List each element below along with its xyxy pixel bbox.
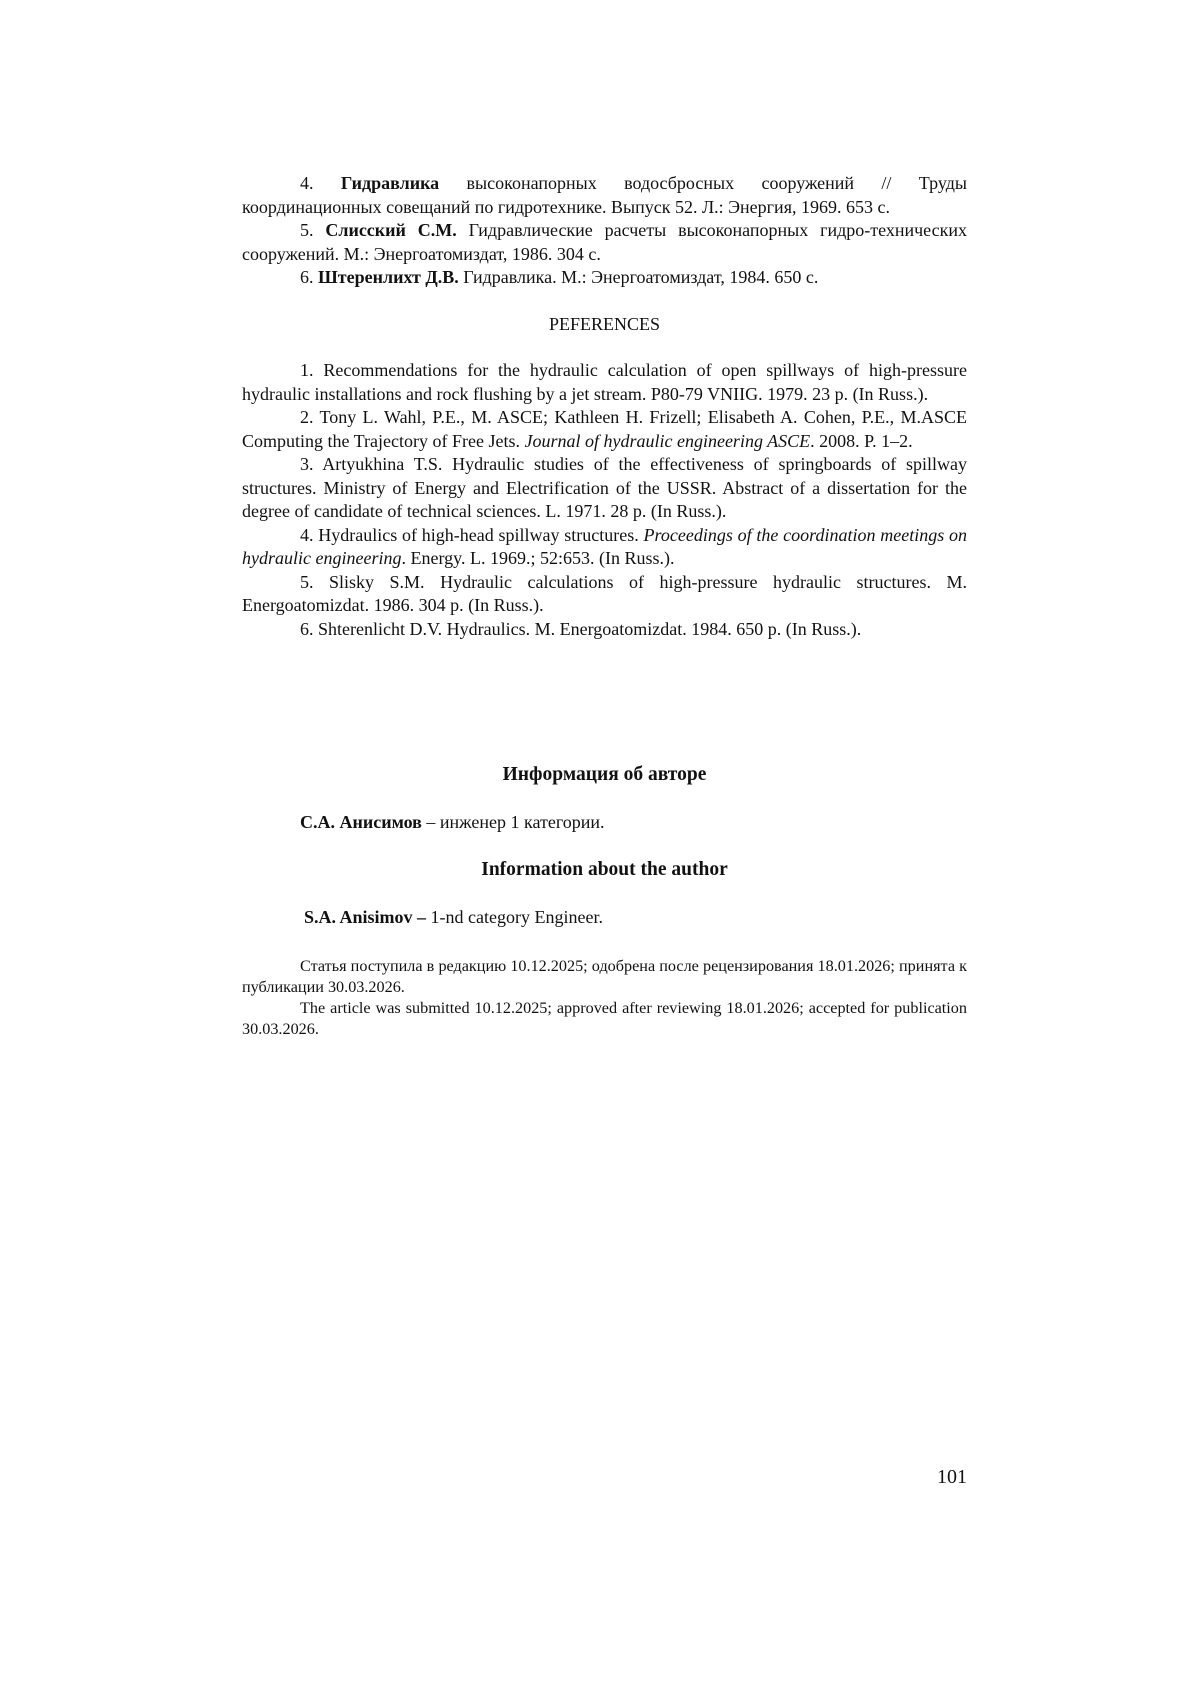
en-ref-3: 3. Artyukhina T.S. Hydraulic studies of the effectiveness of springboards of spillway structures. Ministry of Energy and Electrification of the USSR. Abstract of a dissertation for the degree of candidate of technical sciences. L. 1971. 28 p. (In Russ.). — [242, 454, 967, 521]
submission-ru: Статья поступила в редакцию 10.12.2025; одобрена после рецензирования 18.01.2026; принята к публикации 30.03.2026. — [242, 957, 967, 996]
en-ref-5: 5. Slisky S.M. Hydraulic calculations of high-pressure hydraulic structures. M. Energoatomizdat. 1986. 304 p. (In Russ.). — [242, 571, 967, 615]
ref-text: высоконапорных водосбросных сооружений // Труды координационных совещаний по гидротехнике. Выпуск 52. Л.: Энергия, 1969. 653 с. — [242, 173, 967, 217]
ref-author-bold: Слисский С.М. — [325, 220, 457, 240]
author-en-heading: Information about the author — [481, 859, 728, 880]
submission-info — [242, 956, 967, 1040]
en-ref-2 — [242, 406, 967, 453]
en-ref-1: 1. Recommendations for the hydraulic calculation of open spillways of high-pressure hydraulic installations and rock flushing by a jet stream. P80-79 VNIIG. 1979. 23 p. (In Russ.). — [242, 360, 967, 404]
ref-num: 6. — [300, 267, 314, 287]
ru-ref-5 — [242, 219, 967, 266]
ref-text: Гидравлические расчеты высоконапорных гидро-технических сооружений. М.: Энергоатомиздат, 1986. 304 с. — [242, 220, 967, 264]
author-ru-line — [242, 811, 967, 835]
ru-ref-6 — [242, 266, 967, 290]
ref-text: . Energy. L. 1969.; 52:653. (In Russ.). — [401, 548, 675, 568]
ref-num: 5. — [300, 220, 314, 240]
author-en-heading-block — [242, 859, 967, 881]
en-references — [242, 359, 967, 641]
author-en-name: S.A. Anisimov – — [304, 907, 427, 927]
ref-text: Гидравлика. М.: Энергоатомиздат, 1984. 650 с. — [458, 267, 819, 287]
author-ru-text — [242, 811, 967, 835]
page-number: 101 — [937, 1466, 967, 1488]
author-ru-heading-block — [242, 764, 967, 786]
en-ref-4 — [242, 524, 967, 571]
ref-text: . 2008. P. 1–2. — [810, 430, 913, 451]
ref-num: 4. — [300, 173, 314, 193]
en-ref-6: 6. Shterenlicht D.V. Hydraulics. M. Energoatomizdat. 1984. 650 p. (In Russ.). — [300, 618, 862, 639]
ru-references — [242, 172, 967, 290]
references-heading-block — [242, 313, 967, 337]
ref-journal: Proceedings of the coordination meetings on hydraulic engineering — [242, 524, 967, 568]
author-en-line — [246, 906, 971, 930]
submission-en: The article was submitted 10.12.2025; approved after reviewing 18.01.2026; accepted for publication 30.03.2026. — [242, 999, 967, 1038]
ref-title-bold: Гидравлика — [340, 173, 440, 193]
author-en-desc: 1-nd category Engineer. — [426, 907, 603, 927]
references-heading: PEFERENCES — [548, 314, 661, 334]
author-ru-desc: – инженер 1 категории. — [421, 812, 605, 832]
ref-text: 4. Hydraulics of high-head spillway structures. — [300, 524, 644, 545]
ref-author-bold: Штеренлихт Д.В. — [318, 267, 459, 287]
author-ru-name: С.А. Анисимов — [300, 812, 422, 832]
author-ru-heading: Информация об авторе — [502, 764, 707, 785]
author-en-text — [246, 906, 971, 930]
ru-ref-4 — [242, 172, 967, 219]
ref-text: 2. Tony L. Wahl, P.E., M. ASCE; Kathleen H. Frizell; Elisabeth A. Cohen, P.E., M.ASCE Computing the Trajectory of Free Jets. — [242, 407, 967, 451]
ref-journal: Journal of hydraulic engineering ASCE — [524, 430, 811, 451]
